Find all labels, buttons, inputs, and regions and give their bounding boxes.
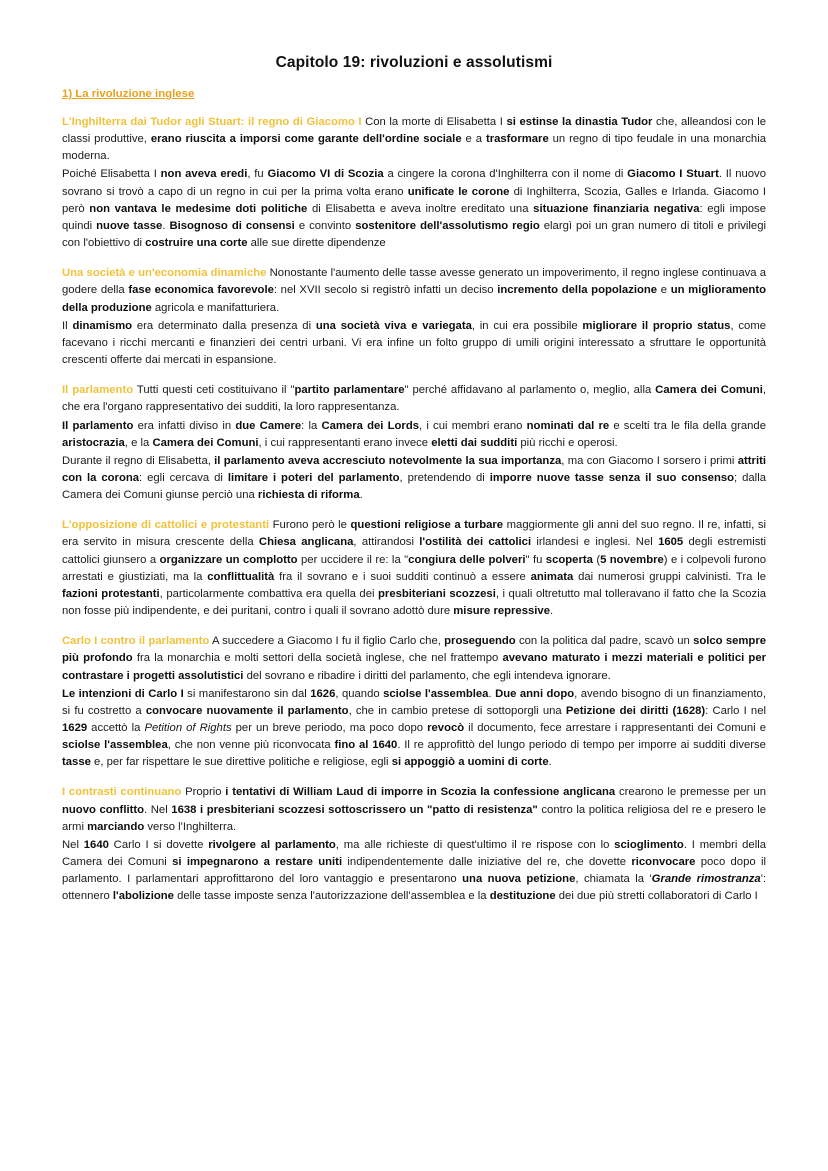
paragraph [62, 686, 766, 772]
paragraph-text: Tutti questi ceti costituivano il "partito parlamentare" perché affidavano al parlamento o, meglio, alla Camera dei Comuni, che era l'organo rappresentativo dei sudditi, la loro rappresentanza. [62, 384, 766, 414]
paragraph-text: Nonostante l'aumento delle tasse avesse generato un impoverimento, il regno inglese continuava a godere della fase economica favorevole: nel XVII secolo si registrò infatti un deciso incremento della popolazione e un miglioramento della produzione agricola e manifatturiera. [62, 267, 767, 314]
paragraph-text: Furono però le questioni religiose a turbare maggiormente gli anni del suo regno. Il re, infatti, si era servito in misura crescente della Chiesa anglicana, attirandosi l'ostilità dei cattolici irlandesi e inglesi. Nel 1605 degli estremisti cattolici giunsero a organizzare un complotto per uccidere il re: la "congiura delle polveri" fu scoperta (5 novembre) e i colpevoli furono arrestati e giustiziati, ma la conflittualità fra il sovrano e i suoi sudditi continuò a essere animata dai numerosi gruppi calvinisti. Tra le fazioni protestanti, particolarmente combattiva era quella dei presbiteriani scozzesi, i quali oltretutto mal tolleravano il fatto che la Scozia non fosse più indipendente, e dei puritani, contro i quali il sovrano adottò dure misure repressive. [62, 519, 767, 618]
paragraph-text: Il parlamento era infatti diviso in due Camere: la Camera dei Lords, i cui membri erano nominati dal re e scelti tra le fila della grande aristocrazia, e la Camera dei Comuni, i cui rappresentanti erano invece eletti dai sudditi più ricchi e operosi. [62, 419, 766, 449]
text-block [62, 114, 766, 252]
paragraph-text: Proprio i tentativi di William Laud di imporre in Scozia la confessione anglicana crearono le premesse per un nuovo conflitto. Nel 1638 i presbiteriani scozzesi sottoscrissero un "patto di resistenza" contro la politica religiosa del re e presero le armi marciando verso l'Inghilterra. [62, 786, 767, 833]
text-block [62, 265, 766, 369]
text-block [62, 633, 766, 771]
paragraph [62, 265, 766, 316]
highlighted-lead: L'opposizione di cattolici e protestanti [62, 519, 270, 532]
paragraph [62, 418, 766, 452]
paragraph-text: Poiché Elisabetta I non aveva eredi, fu Giacomo VI di Scozia a cingere la corona d'Inghilterra con il nome di Giacomo I Stuart. Il nuovo sovrano si trovò a capo di un regno in cui per la prima volta erano unificate le corone di Inghilterra, Scozia, Galles e Irlanda. Giacomo I però non vantava le medesime doti politiche di Elisabetta e aveva inoltre ereditato una situazione finanziaria negativa: egli impose quindi nuove tasse. Bisognoso di consensi e convinto sostenitore dell'assolutismo regio elargì poi un gran numero di titoli e privilegi con l'obiettivo di costruire una corte alle sue dirette dipendenze [62, 168, 767, 250]
highlighted-lead: Il parlamento [62, 384, 134, 397]
text-block [62, 517, 766, 620]
paragraph [62, 837, 766, 906]
paragraph [62, 382, 766, 416]
document-body [62, 114, 766, 906]
paragraph-text: Con la morte di Elisabetta I si estinse la dinastia Tudor che, alleandosi con le classi produttive, erano riuscita a imporsi come garante dell'ordine sociale e a trasformare un regno di tipo feudale in una monarchia moderna. [62, 116, 766, 163]
highlighted-lead: L'Inghilterra dai Tudor agli Stuart: il regno di Giacomo I [62, 116, 362, 128]
highlighted-lead: I contrasti continuano [62, 786, 182, 799]
paragraph-text: Il dinamismo era determinato dalla presenza di una società viva e variegata, in cui era possibile migliorare il proprio status, come facevano i ricchi mercanti e finanzieri dei centri urbani. Vi era infine un folto gruppo di umili origini interessato a sfruttare le opportunità crescenti offerte dai mercati in espansione. [62, 319, 767, 367]
text-block [62, 382, 766, 504]
page-title: Capitolo 19: rivoluzioni e assolutismi [275, 54, 553, 71]
paragraph-text: Durante il regno di Elisabetta, il parlamento aveva accresciuto notevolmente la sua importanza, ma con Giacomo I sorsero i primi attriti con la corona: egli cercava di limitare i poteri del parlamento, pretendendo di imporre nuove tasse senza il suo consenso; dalla Camera dei Comuni giunse perciò una richiesta di riforma. [62, 454, 766, 502]
paragraph-text: A succedere a Giacomo I fu il figlio Carlo che, proseguendo con la politica dal padre, scavò un solco sempre più profondo fra la monarchia e molti settori della società inglese, che nel frattempo avevano maturato i mezzi materiali e politici per contrastare i progetti assolutistici del sovrano e ribadire i diritti del parlamento, che egli intendeva ignorare. [62, 635, 767, 682]
paragraph-text: Nel 1640 Carlo I si dovette rivolgere al parlamento, ma alle richieste di quest'ultimo il re rispose con lo scioglimento. I membri della Camera dei Comuni si impegnarono a restare uniti indipendentemente dalle iniziative del re, che dovette riconvocare poco dopo il parlamento. I parlamentari approfittarono del loro vantaggio e presentarono una nuova petizione, chiamata la 'Grande rimostranza': ottennero l'abolizione delle tasse imposte senza l'autorizzazione dell'assemblea e la destituzione dei due più stretti collaboratori di Carlo I [62, 838, 767, 903]
paragraph [62, 517, 766, 620]
paragraph [62, 114, 766, 165]
paragraph [62, 453, 766, 504]
paragraph [62, 166, 766, 252]
section-heading: 1) La rivoluzione inglese [62, 88, 195, 100]
highlighted-lead: Una società e un'economia dinamiche [62, 267, 267, 280]
text-block [62, 784, 766, 905]
paragraph [62, 633, 766, 684]
highlighted-lead: Carlo I contro il parlamento [62, 635, 210, 648]
paragraph-text: Le intenzioni di Carlo I si manifestarono sin dal 1626, quando sciolse l'assemblea. Due anni dopo, avendo bisogno di un finanziamento, si fu costretto a convocare nuovamente il parlamento, che in cambio pretese di sottoporgli una Petizione dei diritti (1628): Carlo I nel 1629 accettò la Petition of Rights per un breve periodo, ma poco dopo revocò il documento, fece arrestare i rappresentanti dei Comuni e sciolse l'assemblea, che non venne più riconvocata fino al 1640. Il re approfittò del lungo periodo di tempo per imporre ai sudditi diverse tasse e, per far rispettare le sue direttive politiche e religiose, egli si appoggiò a uomini di corte. [62, 687, 767, 769]
paragraph [62, 318, 766, 369]
paragraph [62, 784, 766, 835]
